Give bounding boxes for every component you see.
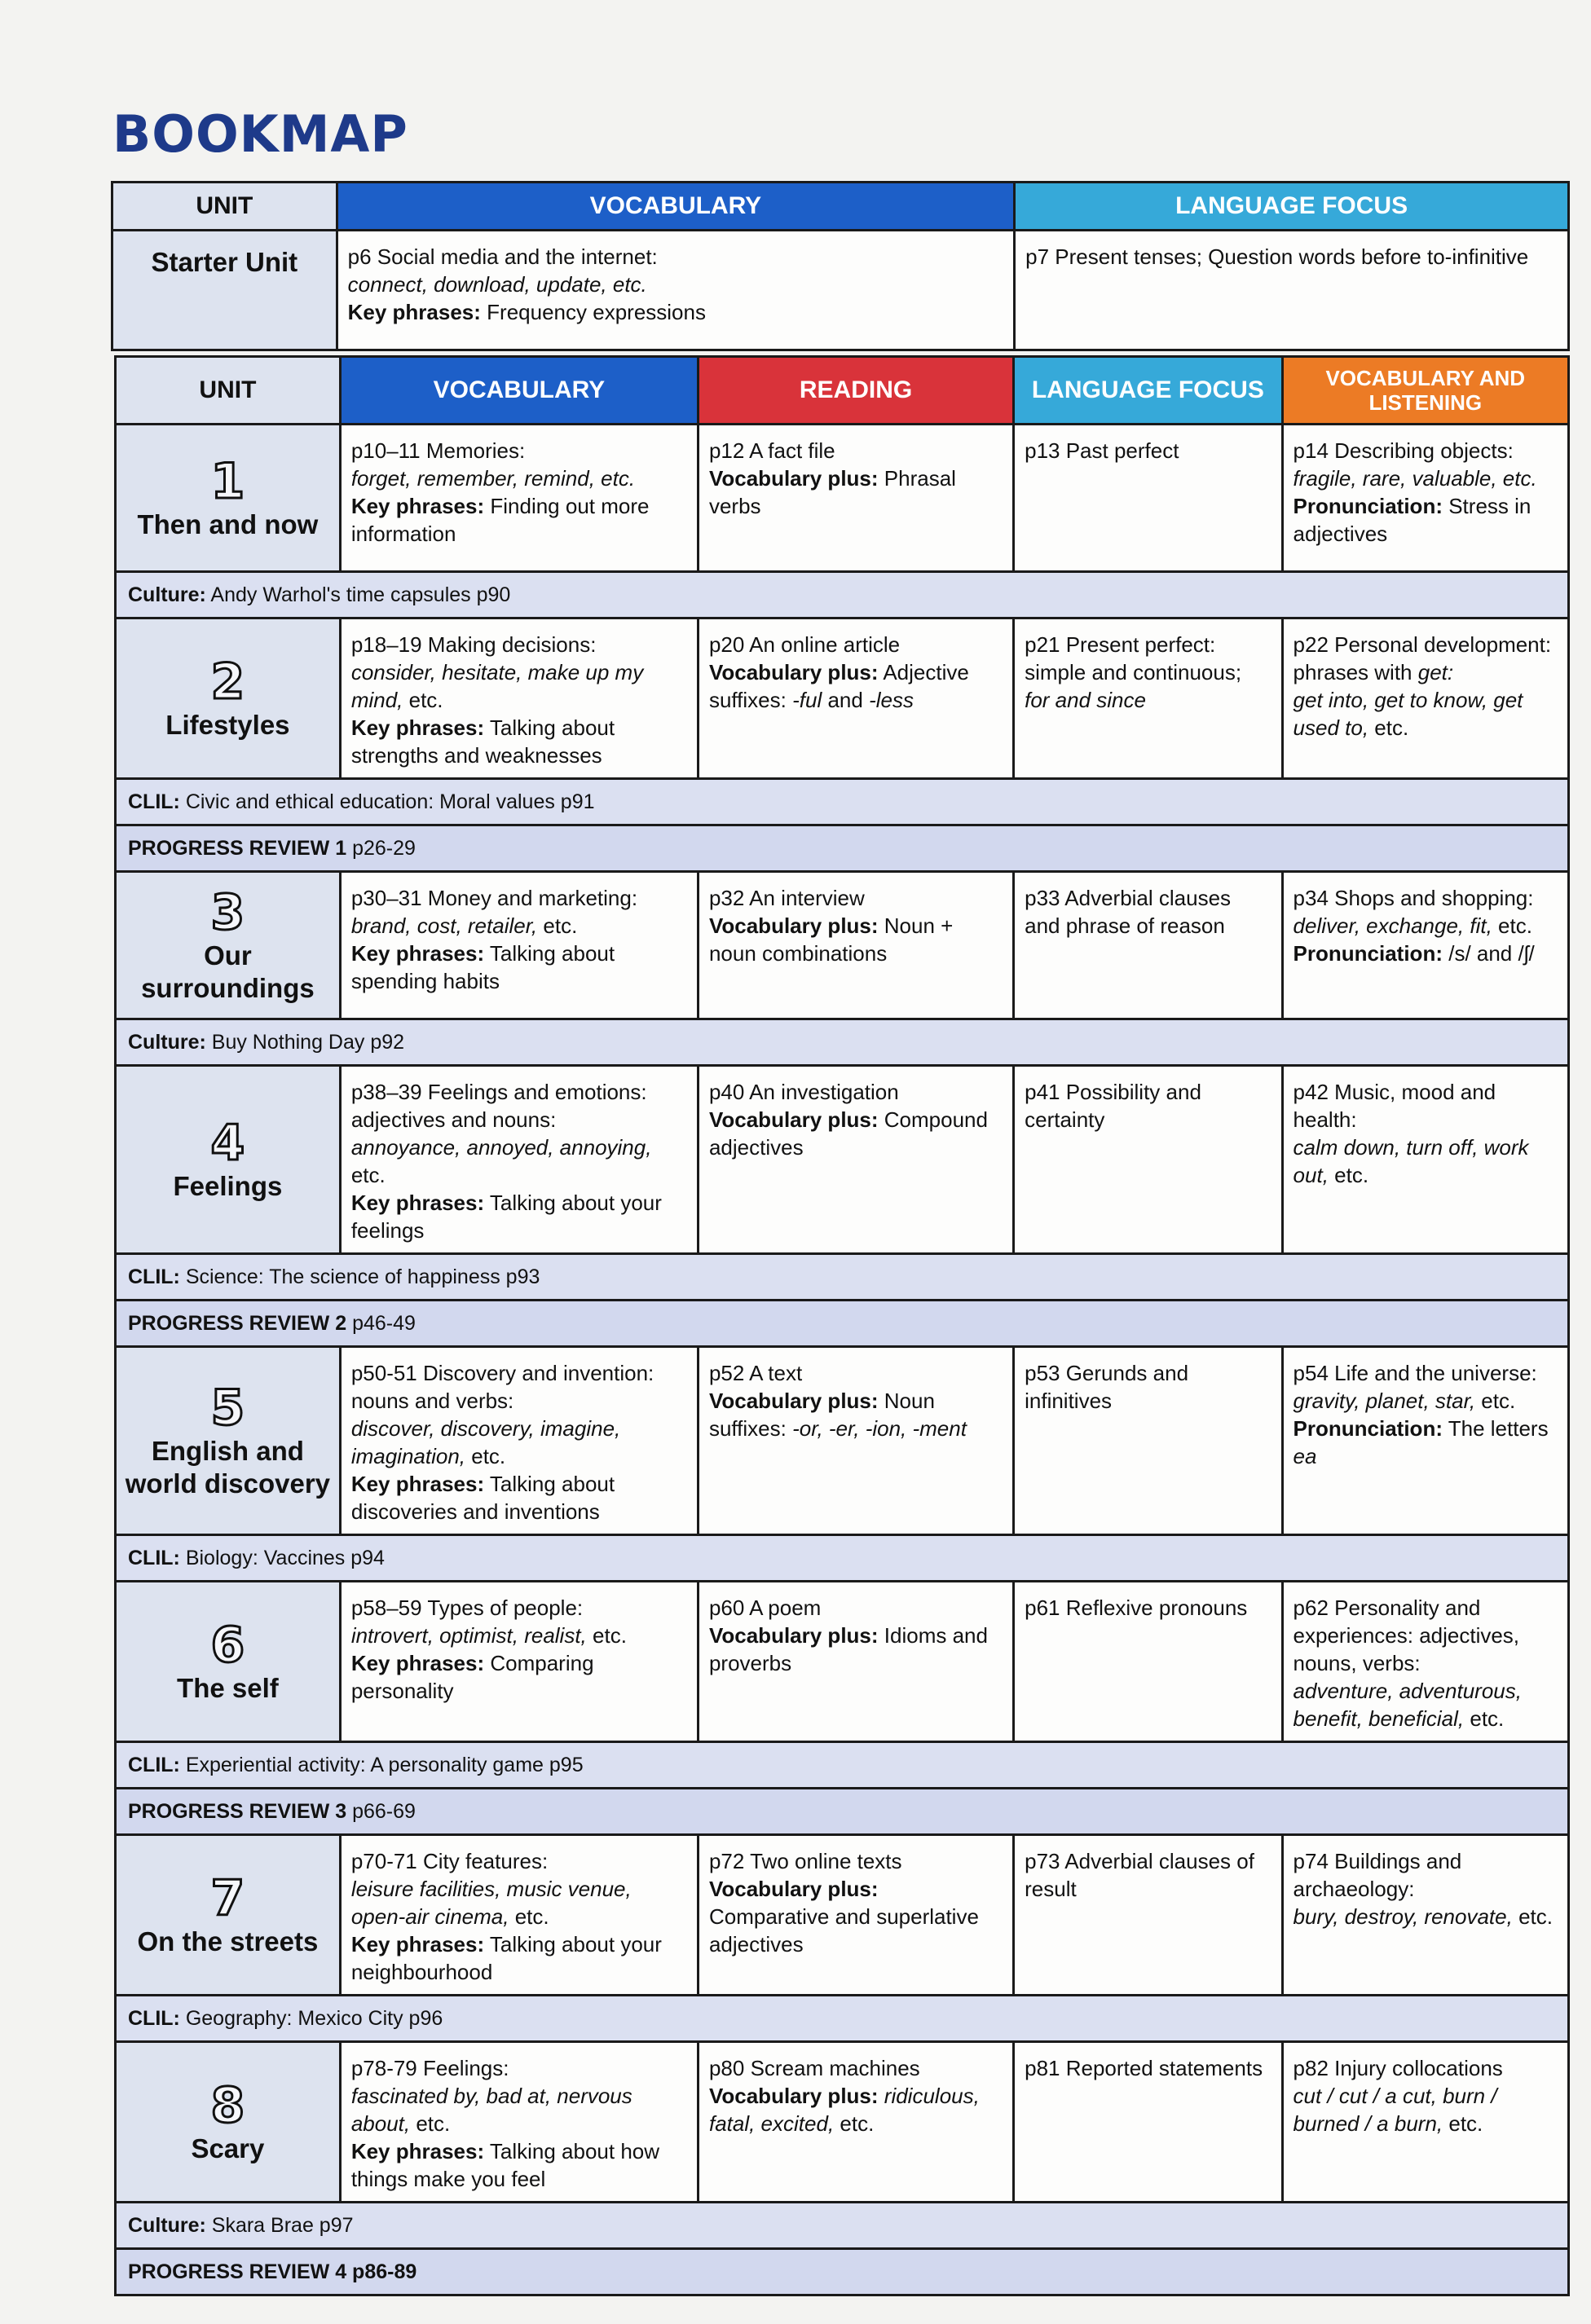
clil-band: CLIL: Science: The science of happiness p93 [116, 1254, 1569, 1301]
language-focus-cell: p61 Reflexive pronouns [1014, 1582, 1282, 1742]
unit-row [116, 1835, 1569, 1996]
unit-label: 6 The self [116, 1582, 341, 1742]
language-focus-cell: p53 Gerunds and infinitives [1014, 1347, 1282, 1535]
unit-row [116, 2042, 1569, 2203]
unit-label: 8 Scary [116, 2042, 341, 2203]
header-reading: READING [698, 357, 1013, 425]
header-vocabulary-and-listening: VOCABULARY AND LISTENING [1282, 357, 1568, 425]
clil-band: CLIL: Experiential activity: A personality game p95 [116, 1742, 1569, 1789]
vocab-listening-cell: p74 Buildings and archaeology: bury, destroy, renovate, etc. [1282, 1835, 1568, 1996]
clil-band: CLIL: Biology: Vaccines p94 [116, 1535, 1569, 1582]
progress-review-band: PROGRESS REVIEW 4 p86-89 [116, 2249, 1569, 2295]
unit-label: 5 English and world discovery [116, 1347, 341, 1535]
unit-row [116, 1582, 1569, 1742]
starter-table [111, 181, 1570, 351]
vocab-listening-cell: p42 Music, mood and health: calm down, turn off, work out, etc. [1282, 1066, 1568, 1254]
reading-cell: p52 A text Vocabulary plus: Noun suffixes: -or, -er, -ion, -ment [698, 1347, 1013, 1535]
language-focus-cell: p73 Adverbial clauses of result [1014, 1835, 1282, 1996]
unit-label: 1 Then and now [116, 425, 341, 572]
bookmap-table [114, 355, 1570, 2296]
language-focus-cell: p81 Reported statements [1014, 2042, 1282, 2203]
header-unit: UNIT [112, 183, 337, 231]
vocab-listening-cell: p54 Life and the universe: gravity, planet, star, etc. Pronunciation: The letters ea [1282, 1347, 1568, 1535]
reading-cell: p80 Scream machines Vocabulary plus: ridiculous, fatal, excited, etc. [698, 2042, 1013, 2203]
vocab-listening-cell: p82 Injury collocations cut / cut / a cut, burn / burned / a burn, etc. [1282, 2042, 1568, 2203]
vocabulary-cell: p70-71 City features: leisure facilities, music venue, open-air cinema, etc. Key phrases: Talking about your neighbourhood [340, 1835, 698, 1996]
vocabulary-cell: p18–19 Making decisions: consider, hesitate, make up my mind, etc. Key phrases: Talking about strengths and weaknesses [340, 618, 698, 779]
vocabulary-cell: p38–39 Feelings and emotions: adjectives and nouns: annoyance, annoyed, annoying, etc. Key phrases: Talking about your feelings [340, 1066, 698, 1254]
vocabulary-cell: p78-79 Feelings: fascinated by, bad at, nervous about, etc. Key phrases: Talking about how things make you feel [340, 2042, 698, 2203]
unit-row [116, 425, 1569, 572]
reading-cell: p40 An investigation Vocabulary plus: Compound adjectives [698, 1066, 1013, 1254]
header-unit: UNIT [116, 357, 341, 425]
starter-vocab-cell: p6 Social media and the internet: connect, download, update, etc. Key phrases: Frequency expressions [337, 231, 1015, 350]
progress-review-band: PROGRESS REVIEW 2 p46-49 [116, 1301, 1569, 1347]
reading-cell: p72 Two online texts Vocabulary plus: Comparative and superlative adjectives [698, 1835, 1013, 1996]
culture-band: Culture: Andy Warhol's time capsules p90 [116, 572, 1569, 618]
header-vocabulary: VOCABULARY [337, 183, 1015, 231]
starter-language-focus-cell: p7 Present tenses; Question words before to-infinitive [1015, 231, 1569, 350]
progress-review-band: PROGRESS REVIEW 3 p66-69 [116, 1789, 1569, 1835]
vocabulary-cell: p10–11 Memories: forget, remember, remind, etc. Key phrases: Finding out more information [340, 425, 698, 572]
unit-row [116, 872, 1569, 1019]
unit-row [116, 618, 1569, 779]
vocabulary-cell: p58–59 Types of people: introvert, optimist, realist, etc. Key phrases: Comparing personality [340, 1582, 698, 1742]
vocabulary-cell: p30–31 Money and marketing: brand, cost, retailer, etc. Key phrases: Talking about spending habits [340, 872, 698, 1019]
unit-label: 4 Feelings [116, 1066, 341, 1254]
language-focus-cell: p21 Present perfect: simple and continuous; for and since [1014, 618, 1282, 779]
page-title: BOOKMAP [112, 104, 408, 164]
vocabulary-cell: p50-51 Discovery and invention: nouns and verbs: discover, discovery, imagine, imagination, etc. Key phrases: Talking about discoveries and inventions [340, 1347, 698, 1535]
language-focus-cell: p33 Adverbial clauses and phrase of reason [1014, 872, 1282, 1019]
vocab-listening-cell: p62 Personality and experiences: adjectives, nouns, verbs: adventure, adventurous, benefit, beneficial, etc. [1282, 1582, 1568, 1742]
vocab-listening-cell: p34 Shops and shopping: deliver, exchange, fit, etc. Pronunciation: /s/ and /ʃ/ [1282, 872, 1568, 1019]
header-language-focus: LANGUAGE FOCUS [1014, 357, 1282, 425]
header-language-focus: LANGUAGE FOCUS [1015, 183, 1569, 231]
unit-row [116, 1347, 1569, 1535]
clil-band: CLIL: Civic and ethical education: Moral values p91 [116, 779, 1569, 825]
unit-label: 2 Lifestyles [116, 618, 341, 779]
header-vocabulary: VOCABULARY [340, 357, 698, 425]
reading-cell: p32 An interview Vocabulary plus: Noun + noun combinations [698, 872, 1013, 1019]
culture-band: Culture: Skara Brae p97 [116, 2203, 1569, 2249]
language-focus-cell: p41 Possibility and certainty [1014, 1066, 1282, 1254]
vocab-listening-cell: p22 Personal development: phrases with get: get into, get to know, get used to, etc. [1282, 618, 1568, 779]
starter-unit-name: Starter Unit [112, 231, 337, 350]
clil-band: CLIL: Geography: Mexico City p96 [116, 1996, 1569, 2042]
culture-band: Culture: Buy Nothing Day p92 [116, 1019, 1569, 1066]
progress-review-band: PROGRESS REVIEW 1 p26-29 [116, 825, 1569, 872]
reading-cell: p12 A fact file Vocabulary plus: Phrasal verbs [698, 425, 1013, 572]
unit-label: 7 On the streets [116, 1835, 341, 1996]
unit-row [116, 1066, 1569, 1254]
reading-cell: p20 An online article Vocabulary plus: Adjective suffixes: -ful and -less [698, 618, 1013, 779]
reading-cell: p60 A poem Vocabulary plus: Idioms and proverbs [698, 1582, 1013, 1742]
language-focus-cell: p13 Past perfect [1014, 425, 1282, 572]
unit-label: 3 Our surroundings [116, 872, 341, 1019]
vocab-listening-cell: p14 Describing objects: fragile, rare, valuable, etc. Pronunciation: Stress in adjectives [1282, 425, 1568, 572]
